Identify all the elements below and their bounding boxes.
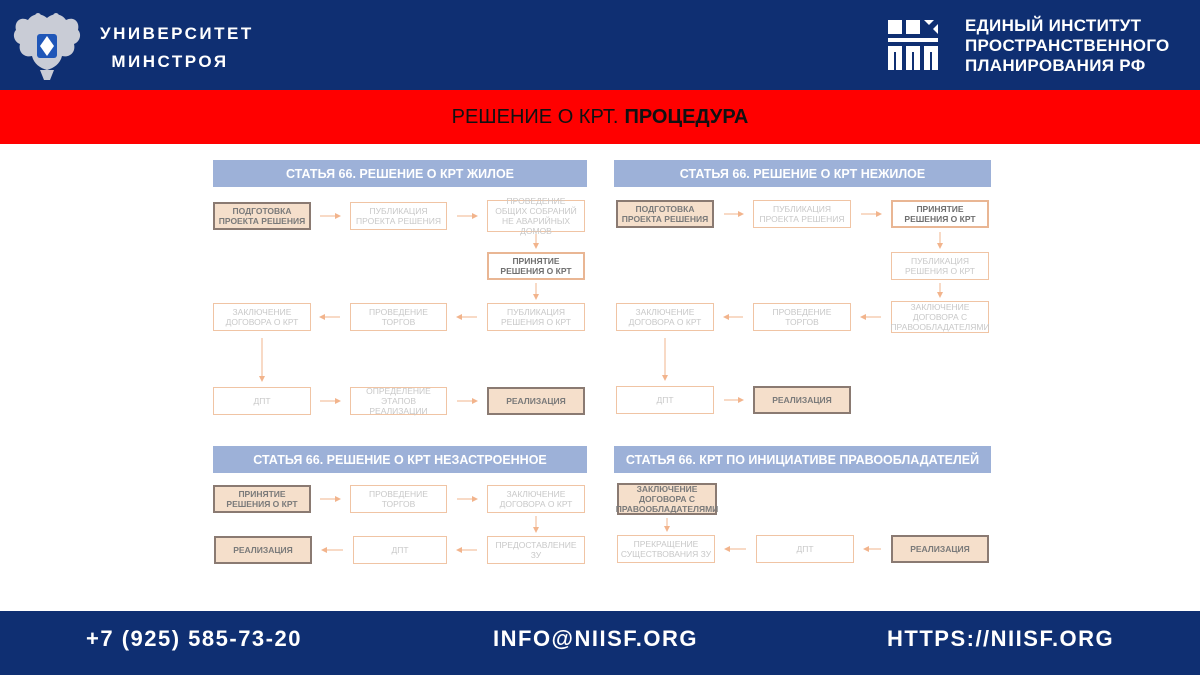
p1-step-define-stages: ОПРЕДЕЛЕНИЕ ЭТАПОВ РЕАЛИЗАЦИИ: [350, 387, 447, 415]
p2-step-krt-contract: ЗАКЛЮЧЕНИЕ ДОГОВОРА О КРТ: [616, 303, 714, 331]
p4-step-rightholder-contract: ЗАКЛЮЧЕНИЕ ДОГОВОРА С ПРАВООБЛАДАТЕЛЯМИ: [615, 484, 719, 514]
p2-step-adopt-decision: ПРИНЯТИЕ РЕШЕНИЯ О КРТ: [891, 200, 989, 228]
p2-step-publish-decision: ПУБЛИКАЦИЯ РЕШЕНИЯ О КРТ: [891, 252, 989, 280]
p4-step-dpt: ДПТ: [756, 535, 854, 563]
p1-step-adopt-decision: ПРИНЯТИЕ РЕШЕНИЯ О КРТ: [487, 252, 585, 280]
p1-step-dpt: ДПТ: [213, 387, 311, 415]
panel-undeveloped-title: СТАТЬЯ 66. РЕШЕНИЕ О КРТ НЕЗАСТРОЕННОЕ: [213, 446, 587, 473]
institute-name: [965, 16, 1170, 76]
p3-step-auction: ПРОВЕДЕНИЕ ТОРГОВ: [350, 485, 447, 513]
p3-step-dpt: ДПТ: [353, 536, 447, 564]
university-name: [100, 20, 254, 76]
p3-step-adopt-decision: ПРИНЯТИЕ РЕШЕНИЯ О КРТ: [213, 485, 311, 513]
double-headed-eagle-emblem-icon: [10, 8, 84, 84]
institute-line-2: ПРОСТРАНСТВЕННОГО: [965, 36, 1170, 55]
panel-nonresidential-title: СТАТЬЯ 66. РЕШЕНИЕ О КРТ НЕЖИЛОЕ: [614, 160, 991, 187]
slide-title-bold: ПРОЦЕДУРА: [624, 105, 749, 128]
university-line-1: УНИВЕРСИТЕТ: [100, 24, 254, 43]
p2-step-auction: ПРОВЕДЕНИЕ ТОРГОВ: [753, 303, 851, 331]
p3-step-implementation: РЕАЛИЗАЦИЯ: [214, 536, 312, 564]
institute-line-1: ЕДИНЫЙ ИНСТИТУТ: [965, 16, 1142, 35]
p1-step-auction: ПРОВЕДЕНИЕ ТОРГОВ: [350, 303, 447, 331]
p3-step-krt-contract: ЗАКЛЮЧЕНИЕ ДОГОВОРА О КРТ: [487, 485, 585, 513]
slide-title-bar: [0, 90, 1200, 144]
institute-line-3: ПЛАНИРОВАНИЯ РФ: [965, 56, 1146, 75]
p3-step-land-provision: ПРЕДОСТАВЛЕНИЕ ЗУ: [487, 536, 585, 564]
p2-step-implementation: РЕАЛИЗАЦИЯ: [753, 386, 851, 414]
p1-step-krt-contract: ЗАКЛЮЧЕНИЕ ДОГОВОРА О КРТ: [213, 303, 311, 331]
header-bar: [0, 0, 1200, 90]
p4-step-terminate-land: ПРЕКРАЩЕНИЕ СУЩЕСТВОВАНИЯ ЗУ: [617, 535, 715, 563]
footer-email[interactable]: INFO@NIISF.ORG: [493, 626, 699, 651]
slide-title-normal: РЕШЕНИЕ О КРТ.: [451, 105, 619, 128]
p4-step-implementation: РЕАЛИЗАЦИЯ: [891, 535, 989, 563]
p2-step-prepare-project: ПОДГОТОВКА ПРОЕКТА РЕШЕНИЯ: [616, 200, 714, 228]
p1-step-prepare-project: ПОДГОТОВКА ПРОЕКТА РЕШЕНИЯ: [213, 202, 311, 230]
panel-rightholders-title: СТАТЬЯ 66. КРТ ПО ИНИЦИАТИВЕ ПРАВООБЛАДАТЕЛЕЙ: [614, 446, 991, 473]
eipp-logo-icon: [888, 20, 938, 70]
p2-step-dpt: ДПТ: [616, 386, 714, 414]
p2-step-rightholder-contract: ЗАКЛЮЧЕНИЕ ДОГОВОРА С ПРАВООБЛАДАТЕЛЯМИ: [890, 302, 990, 332]
p1-step-publish-project: ПУБЛИКАЦИЯ ПРОЕКТА РЕШЕНИЯ: [350, 202, 447, 230]
panel-residential-title: СТАТЬЯ 66. РЕШЕНИЕ О КРТ ЖИЛОЕ: [213, 160, 587, 187]
p1-step-implementation: РЕАЛИЗАЦИЯ: [487, 387, 585, 415]
p1-step-publish-decision: ПУБЛИКАЦИЯ РЕШЕНИЯ О КРТ: [487, 303, 585, 331]
p2-step-publish-project: ПУБЛИКАЦИЯ ПРОЕКТА РЕШЕНИЯ: [753, 200, 851, 228]
footer-phone[interactable]: +7 (925) 585-73-20: [86, 626, 302, 651]
footer-website[interactable]: HTTPS://NIISF.ORG: [887, 626, 1115, 651]
p1-step-general-meetings: ПРОВЕДЕНИЕ ОБЩИХ СОБРАНИЙ НЕ АВАРИЙНЫХ ДОМОВ: [487, 200, 585, 232]
university-line-2: МИНСТРОЯ: [111, 52, 229, 71]
